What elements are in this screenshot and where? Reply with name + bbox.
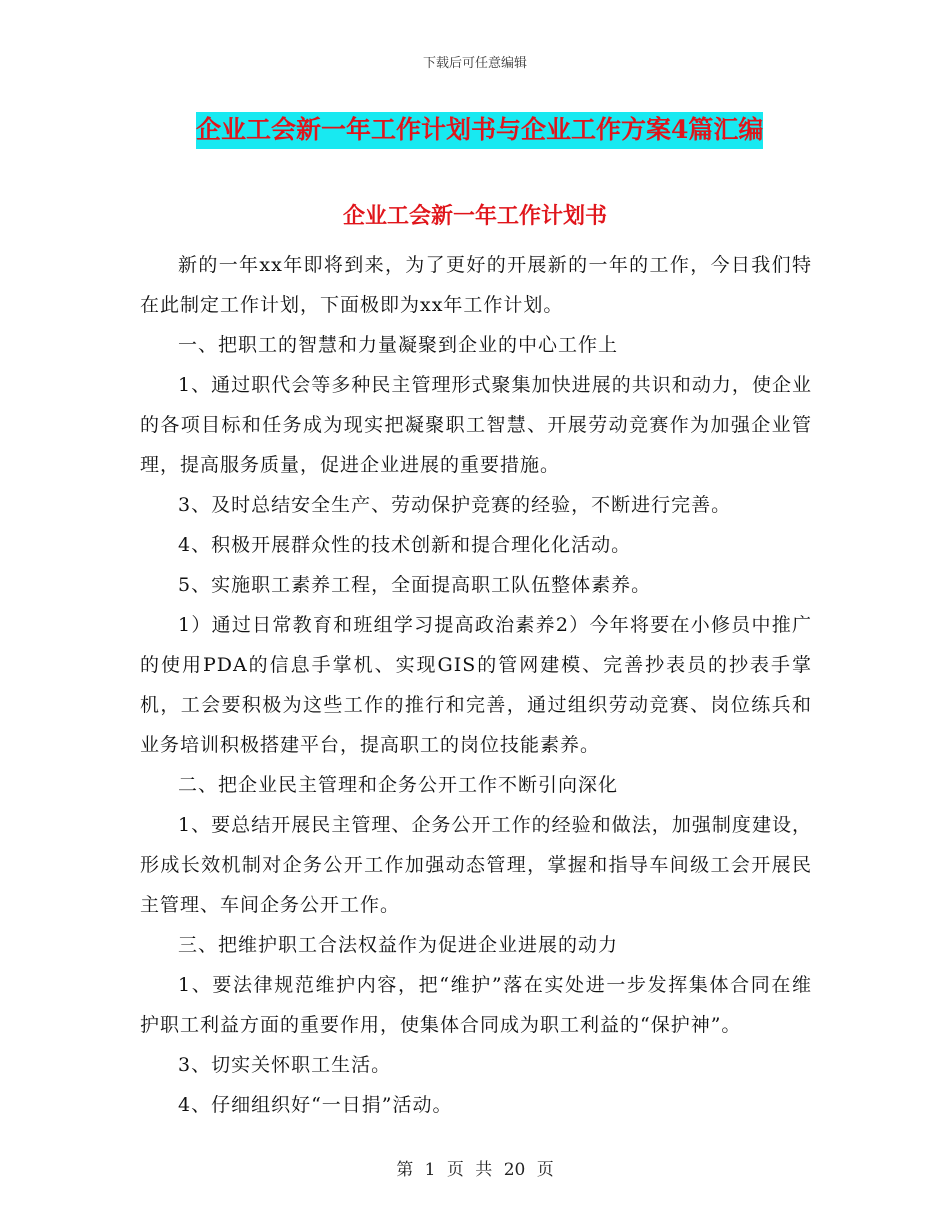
- paragraph: 4、仔细组织好“一日捐”活动。: [178, 1094, 453, 1116]
- page-label-prefix: 第: [396, 1160, 414, 1180]
- paragraph: 1）通过日常教育和班组学习提高政治素养2）今年将要在小修员中推广的使用PDA的信息手掌机、实现GIS的管网建模、完善抄表员的抄表手掌机，工会要积极为这些工作的推行和完善，通过组织劳动竞赛、岗位练兵和业务培训积极搭建平台，提高职工的岗位技能素养。: [140, 614, 812, 756]
- paragraph: 1、通过职代会等多种民主管理形式聚集加快进展的共识和动力，使企业的各项目标和任务成为现实把凝聚职工智慧、开展劳动竞赛作为加强企业管理，提高服务质量，促进企业进展的重要措施。: [140, 374, 812, 476]
- paragraph: 3、切实关怀职工生活。: [178, 1054, 392, 1076]
- header-note: 下载后可任意编辑: [422, 56, 527, 71]
- section-heading: 三、把维护职工合法权益作为促进企业进展的动力: [178, 934, 619, 956]
- paragraph: 5、实施职工素养工程，全面提高职工队伍整体素养。: [178, 574, 652, 596]
- page-label-suffix: 页: [536, 1160, 554, 1180]
- page-number: 1: [424, 1160, 436, 1180]
- section-heading: 一、把职工的智慧和力量凝聚到企业的中心工作上: [178, 334, 619, 356]
- paragraph: 新的一年xx年即将到来，为了更好的开展新的一年的工作，今日我们特在此制定工作计划，下面极即为xx年工作计划。: [140, 254, 812, 316]
- page-footer: [0, 1155, 950, 1180]
- page-label-mid: 页: [446, 1160, 464, 1180]
- main-title: 企业工会新一年工作计划书与企业工作方案4篇汇编: [196, 112, 763, 149]
- paragraph: 1、要总结开展民主管理、企务公开工作的经验和做法，加强制度建设，形成长效机制对企务公开工作加强动态管理，掌握和指导车间级工会开展民主管理、车间企务公开工作。: [140, 814, 812, 916]
- paragraph: 3、及时总结安全生产、劳动保护竞赛的经验，不断进行完善。: [178, 494, 732, 516]
- total-label: 共: [475, 1160, 493, 1180]
- total-pages: 20: [503, 1160, 526, 1180]
- paragraph: 1、要法律规范维护内容，把“维护”落在实处进一步发挥集体合同在维护职工利益方面的重要作用，使集体合同成为职工利益的“保护神”。: [140, 974, 812, 1036]
- paragraph: 4、积极开展群众性的技术创新和提合理化化活动。: [178, 534, 632, 556]
- sub-title: 企业工会新一年工作计划书: [342, 203, 607, 229]
- section-heading: 二、把企业民主管理和企务公开工作不断引向深化: [178, 774, 619, 796]
- document-body: [140, 245, 812, 1125]
